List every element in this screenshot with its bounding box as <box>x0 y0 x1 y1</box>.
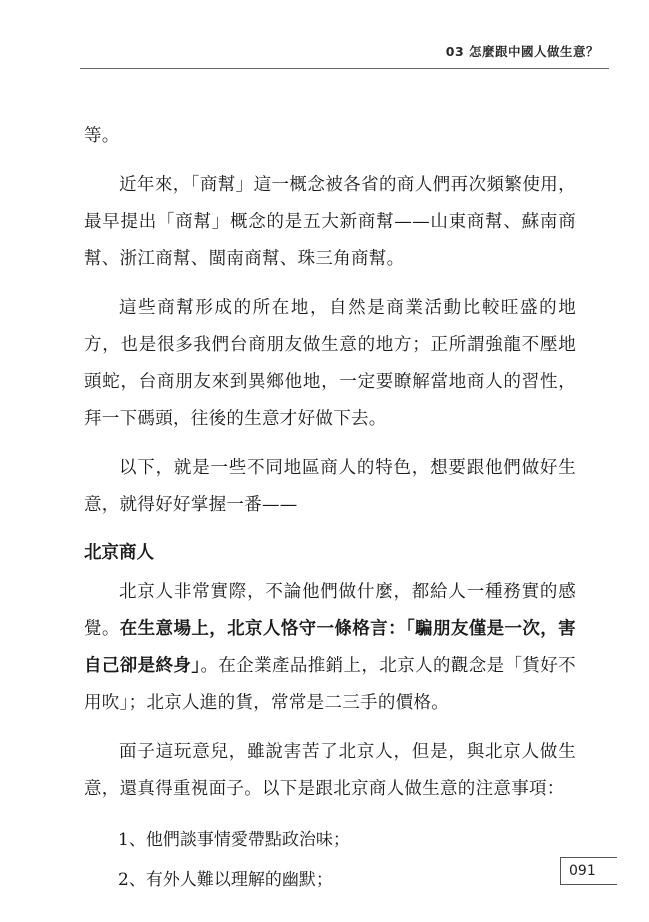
list-item: 1、他們談事情愛帶點政治味； <box>118 830 350 850</box>
paragraph-merchant-guilds: 近年來，「商幫」這一概念被各省的商人們再次頻繁使用，最早提出「商幫」概念的是五大新商幫——山東商幫、蘇南商幫、浙江商幫、閩南商幫、珠三角商幫。 <box>84 175 576 269</box>
emphasized-motto: 在生意場上，北京人恪守一條格言：「騙朋友僅是一次，害自己卻是終身」 <box>84 619 576 676</box>
paragraph-beijing-practical <box>84 574 576 722</box>
page-number: 091 <box>560 857 617 885</box>
header-rule <box>80 68 609 69</box>
list-item: 2、有外人難以理解的幽默； <box>118 870 333 890</box>
paragraph-continuation: 等。 <box>84 126 120 146</box>
paragraph-guild-locations: 這些商幫形成的所在地，自然是商業活動比較旺盛的地方，也是很多我們台商朋友做生意的地方；正所謂強龍不壓地頭蛇，台商朋友來到異鄉他地，一定要瞭解當地商人的習性，拜一下碼頭，往後的生意才好做下去。 <box>84 298 576 429</box>
section-title-beijing-merchants: 北京商人 <box>84 543 154 563</box>
paragraph-beijing-practical-text: 北京人非常實際，不論他們做什麼，都給人一種務實的感覺。 <box>84 582 576 639</box>
paragraph-beijing-products-text: 。在企業產品推銷上，北京人的觀念是「貨好不用吹」；北京人進的貨，常常是二三手的價格。 <box>84 656 576 713</box>
body-text <box>84 118 576 900</box>
running-head: 03 怎麼跟中國人做生意？ <box>445 44 599 59</box>
paragraph-beijing-face: 面子這玩意兒，雖說害苦了北京人，但是，與北京人做生意，還真得重視面子。以下是跟北京商人做生意的注意事項： <box>84 742 576 799</box>
paragraph-intro-regions: 以下，就是一些不同地區商人的特色，想要跟他們做好生意，就得好好掌握一番—— <box>84 458 576 515</box>
